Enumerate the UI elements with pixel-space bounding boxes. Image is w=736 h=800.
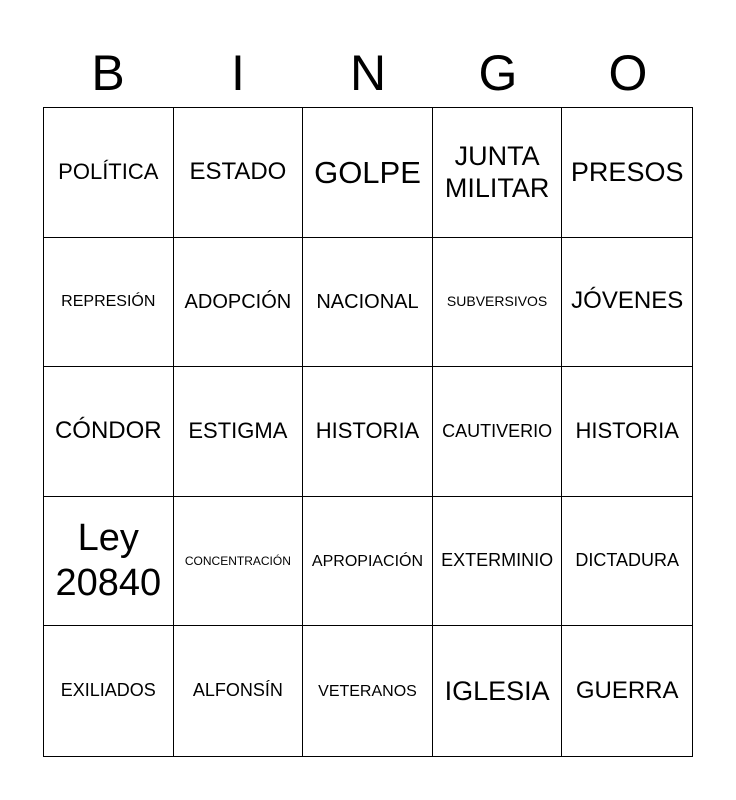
header-letter-g: G: [478, 45, 518, 101]
bingo-cell[interactable]: ADOPCIÓN: [174, 238, 304, 368]
bingo-header: [43, 40, 693, 106]
bingo-cell[interactable]: HISTORIA: [562, 367, 692, 497]
bingo-cell[interactable]: ALFONSÍN: [174, 626, 304, 756]
bingo-cell[interactable]: EXILIADOS: [44, 626, 174, 756]
bingo-cell[interactable]: IGLESIA: [433, 626, 563, 756]
bingo-cell[interactable]: ESTIGMA: [174, 367, 304, 497]
bingo-cell[interactable]: EXTERMINIO: [433, 497, 563, 627]
bingo-cell[interactable]: PRESOS: [562, 108, 692, 238]
bingo-cell[interactable]: CAUTIVERIO: [433, 367, 563, 497]
bingo-cell[interactable]: VETERANOS: [303, 626, 433, 756]
header-letter-b: B: [91, 45, 125, 101]
bingo-cell[interactable]: JUNTA MILITAR: [433, 108, 563, 238]
bingo-cell[interactable]: CONCENTRACIÓN: [174, 497, 304, 627]
bingo-cell[interactable]: SUBVERSIVOS: [433, 238, 563, 368]
bingo-cell[interactable]: CÓNDOR: [44, 367, 174, 497]
bingo-cell[interactable]: HISTORIA: [303, 367, 433, 497]
bingo-cell[interactable]: JÓVENES: [562, 238, 692, 368]
bingo-cell[interactable]: Ley 20840: [44, 497, 174, 627]
bingo-cell[interactable]: POLÍTICA: [44, 108, 174, 238]
header-letter-n: N: [349, 45, 387, 101]
bingo-cell[interactable]: NACIONAL: [303, 238, 433, 368]
header-letter-i: I: [231, 45, 245, 101]
bingo-board: [43, 107, 693, 757]
bingo-cell[interactable]: ESTADO: [174, 108, 304, 238]
bingo-cell[interactable]: REPRESIÓN: [44, 238, 174, 368]
bingo-cell[interactable]: APROPIACIÓN: [303, 497, 433, 627]
header-letter-o: O: [608, 45, 648, 101]
bingo-cell[interactable]: GUERRA: [575, 676, 679, 704]
bingo-cell[interactable]: DICTADURA: [562, 497, 692, 627]
bingo-cell[interactable]: GOLPE: [303, 108, 433, 238]
